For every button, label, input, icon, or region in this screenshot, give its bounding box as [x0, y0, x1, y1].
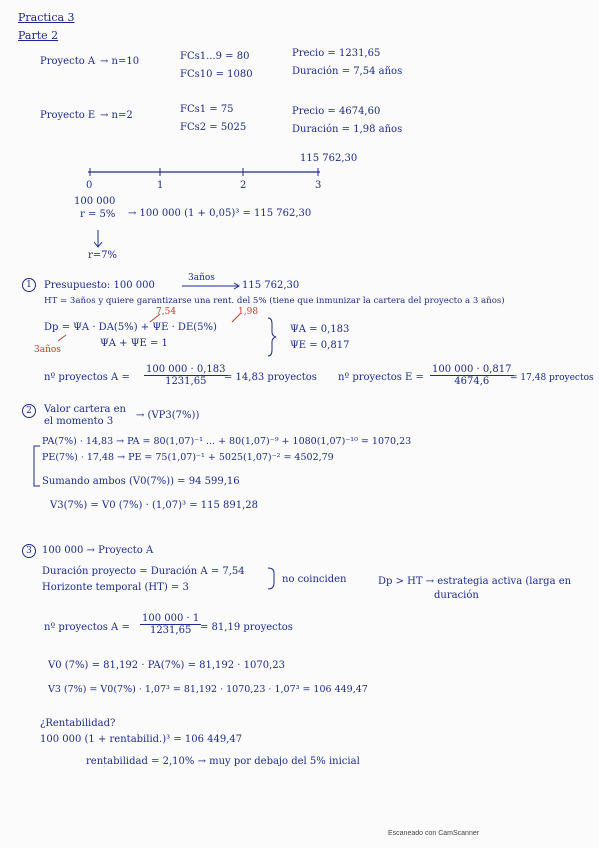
projectA-fc10: FCs10 = 1080 — [180, 69, 253, 80]
section1-psiA: ΨA = 0,183 — [290, 324, 350, 335]
timeline-tick-3: 3 — [315, 180, 322, 191]
projectA-price: Precio = 1231,65 — [292, 48, 381, 59]
section3-nA-result: = 81,19 proyectos — [200, 622, 293, 633]
section1-psiE: ΨE = 0,817 — [290, 340, 350, 351]
section1-budget-result: 115 762,30 — [242, 280, 300, 291]
section2-line3: Sumando ambos (V0(7%)) = 94 599,16 — [42, 476, 240, 487]
section1-nE-result: = 17,48 proyectos — [510, 373, 594, 383]
section3-title: 100 000 → Proyecto A — [42, 545, 154, 556]
section1-nA-den: 1231,65 — [165, 376, 207, 387]
section2-number: 2 — [22, 404, 36, 418]
projectE-label: Proyecto E — [40, 110, 96, 121]
section1-nE-label: nº proyectos E = — [338, 372, 424, 383]
section1-dp-eq: Dp = ΨA · DA(5%) + ΨE · DE(5%) — [44, 322, 217, 333]
section3-duration: Duración proyecto = Duración A = 7,54 — [42, 566, 245, 577]
section3-v0: V0 (7%) = 81,192 · PA(7%) = 81,192 · 1070,23 — [48, 660, 286, 671]
section3-number: 3 — [22, 544, 36, 558]
section3-strategy2: duración — [434, 590, 479, 601]
timeline-initial: 100 000 — [74, 196, 116, 207]
projectA-fc1: FCs1...9 = 80 — [180, 51, 250, 62]
section2-title1: Valor cartera en — [44, 404, 127, 415]
section1-nA-fraction — [144, 364, 228, 387]
section1-nE-fraction — [430, 364, 514, 387]
section1-psi-sum: ΨA + ΨE = 1 — [100, 338, 168, 349]
bracket-2 — [34, 446, 40, 486]
section3-coincide: no coinciden — [282, 574, 347, 585]
projectA-label: Proyecto A — [40, 56, 96, 67]
projectE-n: → n=2 — [100, 110, 133, 121]
timeline-final-value: 115 762,30 — [300, 153, 358, 164]
section3-ht: Horizonte temporal (HT) = 3 — [42, 582, 189, 593]
page-title: Practica 3 — [18, 11, 75, 24]
scanner-watermark: Escaneado con CamScanner — [388, 830, 480, 837]
timeline-formula: → 100 000 (1 + 0,05)³ = 115 762,30 — [128, 208, 312, 219]
section1-number: 1 — [22, 278, 36, 292]
projectA-duration: Duración = 7,54 años — [292, 66, 403, 77]
section3-rent-res: rentabilidad = 2,10% → muy por debajo del 5% inicial — [86, 756, 360, 767]
section1-red-754: 7,54 — [156, 307, 177, 317]
projectE-fc2: FCs2 = 5025 — [180, 122, 247, 133]
section1-nE-num: 100 000 · 0,817 — [432, 364, 512, 375]
section1-nA-label: nº proyectos A = — [44, 372, 130, 383]
section3-rent-eq: 100 000 (1 + rentabilid.)³ = 106 449,47 — [40, 734, 243, 745]
timeline-rate: r = 5% — [80, 209, 116, 220]
timeline-new-rate: r=7% — [88, 250, 118, 261]
section3-rent-q: ¿Rentabilidad? — [40, 718, 116, 729]
part-title: Parte 2 — [18, 29, 59, 42]
section1-nA-num: 100 000 · 0,183 — [146, 364, 226, 375]
section3-nA-fraction — [140, 613, 201, 636]
section3-nA-label: nº proyectos A = — [44, 622, 130, 633]
timeline-tick-2: 2 — [240, 180, 247, 191]
section1-nE-den: 4674,6 — [454, 376, 490, 387]
section3-v3: V3 (7%) = V0(7%) · 1,07³ = 81,192 · 1070,23 · 1,07³ = 106 449,47 — [48, 684, 368, 695]
projectA-n: → n=10 — [100, 56, 140, 67]
section1-nA-result: = 14,83 proyectos — [224, 372, 317, 383]
section2-line1: PA(7%) · 14,83 → PA = 80(1,07)⁻¹ ... + 80(1,07)⁻⁹ + 1080(1,07)⁻¹⁰ = 1070,23 — [42, 436, 412, 447]
section2-line4: V3(7%) = V0 (7%) · (1,07)³ = 115 891,28 — [50, 500, 259, 511]
projectE-price: Precio = 4674,60 — [292, 106, 381, 117]
timeline-tick-0: 0 — [86, 180, 93, 191]
section1-red-198: 1,98 — [238, 307, 259, 317]
red-arrow-3anos — [58, 335, 66, 341]
section3-nA-num: 100 000 · 1 — [142, 613, 200, 624]
projectE-duration: Duración = 1,98 años — [292, 124, 403, 135]
section2-line2: PE(7%) · 17,48 → PE = 75(1,07)⁻¹ + 5025(1,07)⁻² = 4502,79 — [42, 452, 334, 463]
timeline-tick-1: 1 — [157, 180, 164, 191]
section1-budget-arrow-label: 3años — [188, 273, 215, 283]
brace-3 — [268, 568, 274, 589]
projectE-fc1: FCs1 = 75 — [180, 104, 234, 115]
brace-1 — [268, 318, 276, 356]
section2-title-arrow: → (VP3(7%)) — [136, 410, 200, 421]
section1-budget: Presupuesto: 100 000 — [44, 280, 155, 291]
section3-nA-den: 1231,65 — [149, 625, 192, 636]
section2-title2: el momento 3 — [44, 416, 114, 427]
section1-red-3anos: 3años — [34, 345, 61, 355]
section1-ht: HT = 3años y quiere garantizarse una rent. del 5% (tiene que inmunizar la cartera del proyecto a 3 años) — [44, 296, 505, 306]
section3-strategy1: Dp > HT → estrategia activa (larga en — [378, 576, 572, 587]
